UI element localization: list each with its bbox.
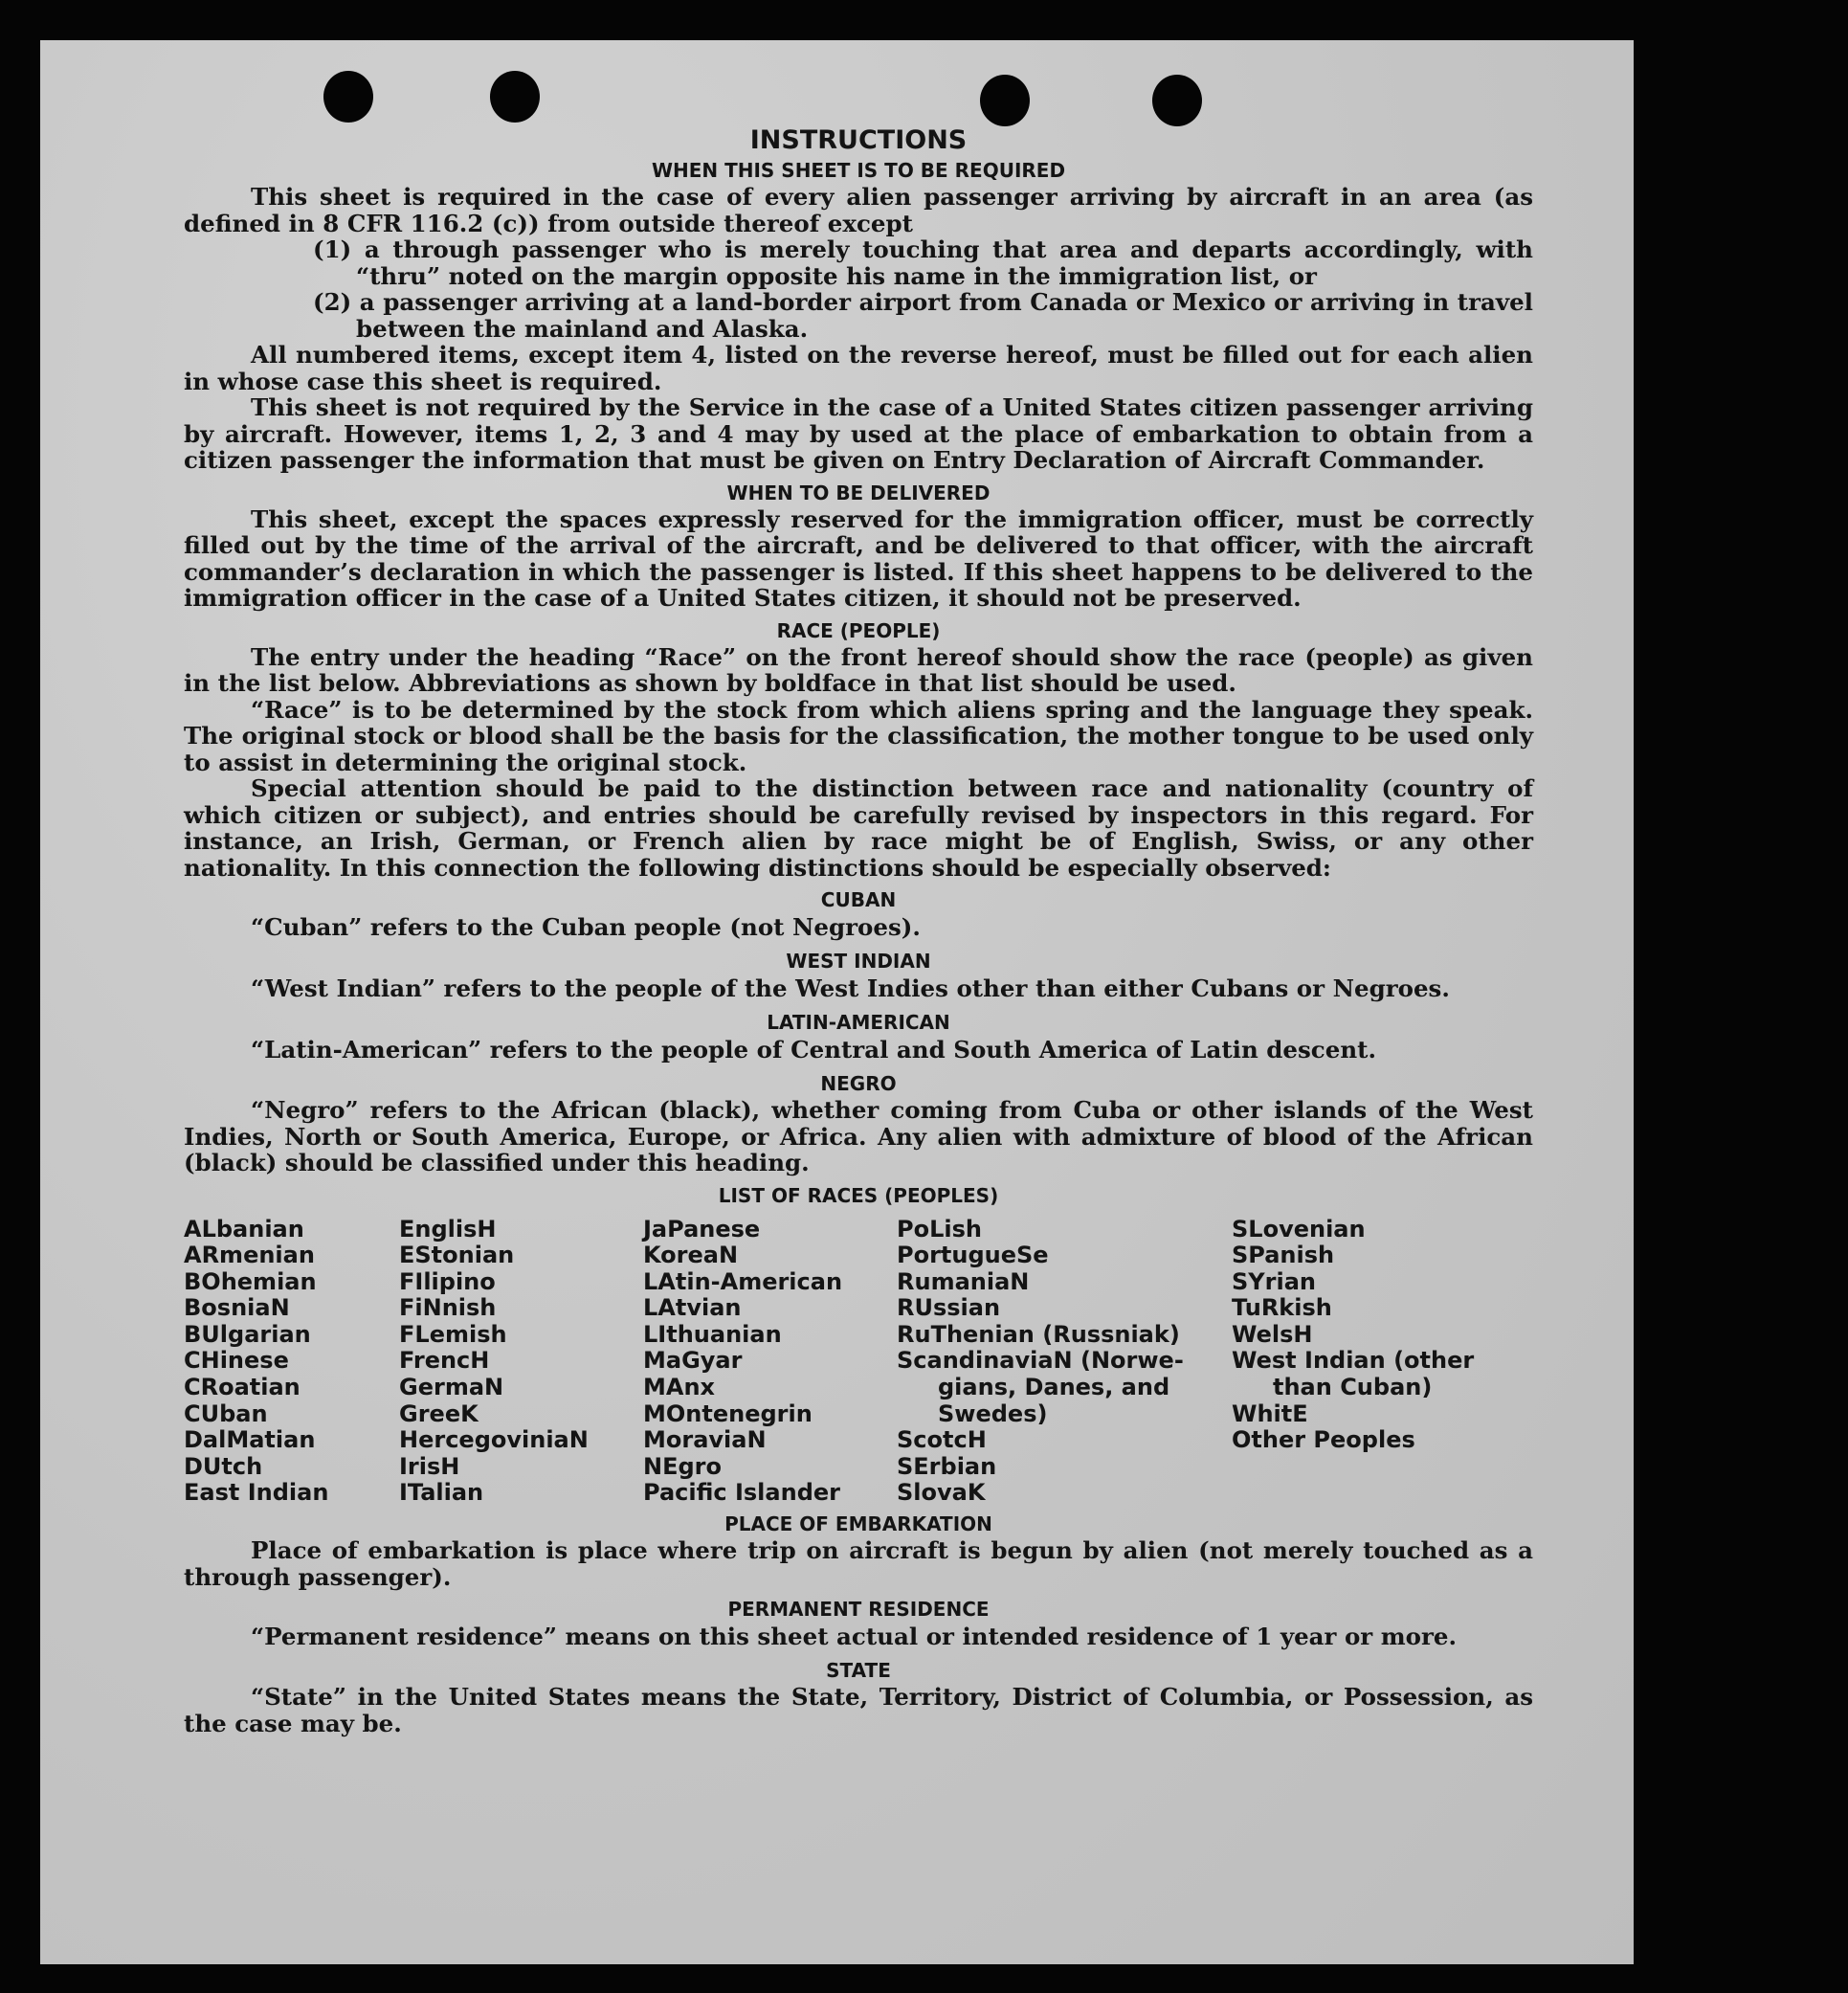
race-entry: BosniaN [184, 1294, 290, 1322]
punch-hole-4 [1152, 75, 1202, 126]
race-entry: WelsH [1232, 1320, 1313, 1348]
punch-hole-2 [490, 71, 540, 123]
race-entry: WhitE [1232, 1400, 1308, 1427]
race-paragraph-1: The entry under the heading “Race” on the front hereof should show the race (people) as given in the list below. Abbreviations as shown by boldface in that list should be used. [184, 642, 1533, 697]
race-column-2 [399, 1217, 643, 1508]
race-column-5 [1232, 1217, 1519, 1508]
race-column-4 [897, 1217, 1232, 1508]
numbered-items-paragraph: All numbered items, except item 4, listed on the reverse hereof, must be filled out for each alien in whose case this sheet is required. [184, 341, 1533, 395]
latin-american-text: “Latin-American” refers to the people of Central and South America of Latin descent. [251, 1036, 1376, 1064]
race-entry: MaGyar [643, 1347, 743, 1375]
race-entry-continued: Swedes) [938, 1400, 1048, 1427]
race-column-3 [643, 1217, 897, 1508]
race-entry: ARmenian [184, 1242, 315, 1269]
race-entry: SlovaK [897, 1479, 986, 1507]
race-entry: GermaN [399, 1374, 504, 1401]
race-entry: MAnx [643, 1374, 716, 1401]
race-entry: KoreaN [643, 1242, 739, 1269]
race-entry: FrencH [399, 1347, 490, 1375]
heading-when-delivered: WHEN TO BE DELIVERED [726, 481, 991, 504]
race-entry: NEgro [643, 1452, 722, 1480]
race-entry-continued: than Cuban) [1273, 1374, 1433, 1401]
race-entry: ScandinaviaN (Norwe- [897, 1347, 1184, 1375]
race-entry: BUlgarian [184, 1320, 311, 1348]
exception-item-2: (2) a passenger arriving at a land-border airport from Canada or Mexico or arriving in travel between the mainland and Alaska. [313, 288, 1533, 343]
race-paragraph-3: Special attention should be paid to the distinction between race and nationality (country of which citizen or subject), and entries should be carefully revised by inspectors in this regard. For instance, an Irish, German, or French alien by race might be of English, Swiss, or any other nationality. In this connection the following distinctions should be especially observed: [184, 774, 1533, 882]
race-entry: IrisH [399, 1452, 460, 1480]
race-entry: ALbanian [184, 1215, 304, 1243]
instructions-content [184, 124, 1533, 1736]
race-entry: SPanish [1232, 1242, 1335, 1269]
page-title: INSTRUCTIONS [749, 125, 968, 155]
heading-negro: NEGRO [820, 1072, 897, 1095]
heading-list-of-races: LIST OF RACES (PEOPLES) [718, 1183, 999, 1207]
race-entry: MOntenegrin [643, 1400, 813, 1427]
race-entry: ScotcH [897, 1426, 987, 1454]
heading-place-of-embarkation: PLACE OF EMBARKATION [724, 1512, 992, 1536]
race-entry: SYrian [1232, 1267, 1317, 1295]
race-entry: EnglisH [399, 1215, 497, 1243]
race-entry: EStonian [399, 1242, 515, 1269]
race-column-1 [184, 1217, 399, 1508]
heading-latin-american: LATIN-AMERICAN [767, 1011, 950, 1034]
race-entry: CUban [184, 1400, 268, 1427]
heading-west-indian: WEST INDIAN [786, 950, 931, 973]
place-of-embarkation-text: Place of embarkation is place where trip on aircraft is begun by alien (not merely touched as a through passenger). [184, 1536, 1533, 1591]
race-entry: ITalian [399, 1479, 484, 1507]
race-entry: DalMatian [184, 1426, 316, 1454]
race-entry: LAtin-American [643, 1267, 843, 1295]
race-entry: MoraviaN [643, 1426, 767, 1454]
heading-when-required: WHEN THIS SHEET IS TO BE REQUIRED [651, 159, 1066, 182]
race-entry: BOhemian [184, 1267, 317, 1295]
race-entry: SErbian [897, 1452, 997, 1480]
race-entry-continued: gians, Danes, and [938, 1374, 1170, 1401]
race-entry: DUtch [184, 1452, 263, 1480]
permanent-residence-text: “Permanent residence” means on this sheet actual or intended residence of 1 year or more. [251, 1623, 1458, 1651]
race-entry: RumaniaN [897, 1267, 1030, 1295]
when-required-intro: This sheet is required in the case of every alien passenger arriving by aircraft in an area (as defined in 8 CFR 116.2 (c)) from outside thereof except [184, 183, 1533, 237]
heading-race: RACE (PEOPLE) [776, 618, 941, 642]
race-entry: Pacific Islander [643, 1479, 840, 1507]
race-entry: LIthuanian [643, 1320, 782, 1348]
race-paragraph-2: “Race” is to be determined by the stock from which aliens spring and the language they speak. The original stock or blood shall be the basis for the classification, the mother tongue to be used only to assist in determining the original stock. [184, 695, 1533, 776]
exception-item-1: (1) a through passenger who is merely touching that area and departs accordingly, with “thru” noted on the margin opposite his name in the immigration list, or [313, 235, 1533, 290]
citizen-paragraph: This sheet is not required by the Service in the case of a United States citizen passenger arriving by aircraft. However, items 1, 2, 3 and 4 may by used at the place of embarkation to obtain from a citizen passenger the information that must be given on Entry Declaration of Aircraft Commander. [184, 393, 1533, 474]
race-entry: PoLish [897, 1215, 982, 1243]
race-entry: CHinese [184, 1347, 289, 1375]
state-text: “State” in the United States means the State, Territory, District of Columbia, or Possession, as the case may be. [184, 1683, 1533, 1737]
negro-text: “Negro” refers to the African (black), whether coming from Cuba or other islands of the West Indies, North or South America, Europe, or Africa. Any alien with admixture of blood of the African (black) should be classified under this heading. [184, 1096, 1533, 1176]
race-entry: Other Peoples [1232, 1426, 1415, 1454]
race-entry: West Indian (other [1232, 1347, 1475, 1375]
race-entry: RuThenian (Russniak) [897, 1320, 1180, 1348]
race-entry: CRoatian [184, 1374, 301, 1401]
when-delivered-text: This sheet, except the spaces expressly reserved for the immigration officer, must be correctly filled out by the time of the arrival of the aircraft, and be delivered to that officer, with the aircraft commander’s declaration in which the passenger is listed. If this sheet happens to be delivered to the immigration officer in the case of a United States citizen, it should not be preserved. [184, 504, 1533, 612]
race-entry: PortugueSe [897, 1242, 1049, 1269]
race-entry: LAtvian [643, 1294, 742, 1322]
heading-state: STATE [826, 1659, 891, 1683]
race-list [184, 1217, 1533, 1508]
race-entry: HercegoviniaN [399, 1426, 589, 1454]
race-entry: SLovenian [1232, 1215, 1366, 1243]
race-entry: TuRkish [1232, 1294, 1332, 1322]
race-entry: FiNnish [399, 1294, 497, 1322]
race-entry: GreeK [399, 1400, 479, 1427]
document-sheet [40, 40, 1634, 1964]
race-entry: FIlipino [399, 1267, 496, 1295]
race-entry: RUssian [897, 1294, 1001, 1322]
punch-hole-1 [323, 71, 373, 123]
race-entry: JaPanese [643, 1215, 761, 1243]
punch-hole-3 [980, 75, 1030, 126]
heading-permanent-residence: PERMANENT RESIDENCE [727, 1598, 990, 1622]
race-entry: East Indian [184, 1479, 329, 1507]
cuban-text: “Cuban” refers to the Cuban people (not Negroes). [251, 913, 921, 941]
heading-cuban: CUBAN [820, 888, 897, 911]
west-indian-text: “West Indian” refers to the people of the West Indies other than either Cubans or Negroes. [251, 974, 1450, 1002]
race-entry: FLemish [399, 1320, 507, 1348]
